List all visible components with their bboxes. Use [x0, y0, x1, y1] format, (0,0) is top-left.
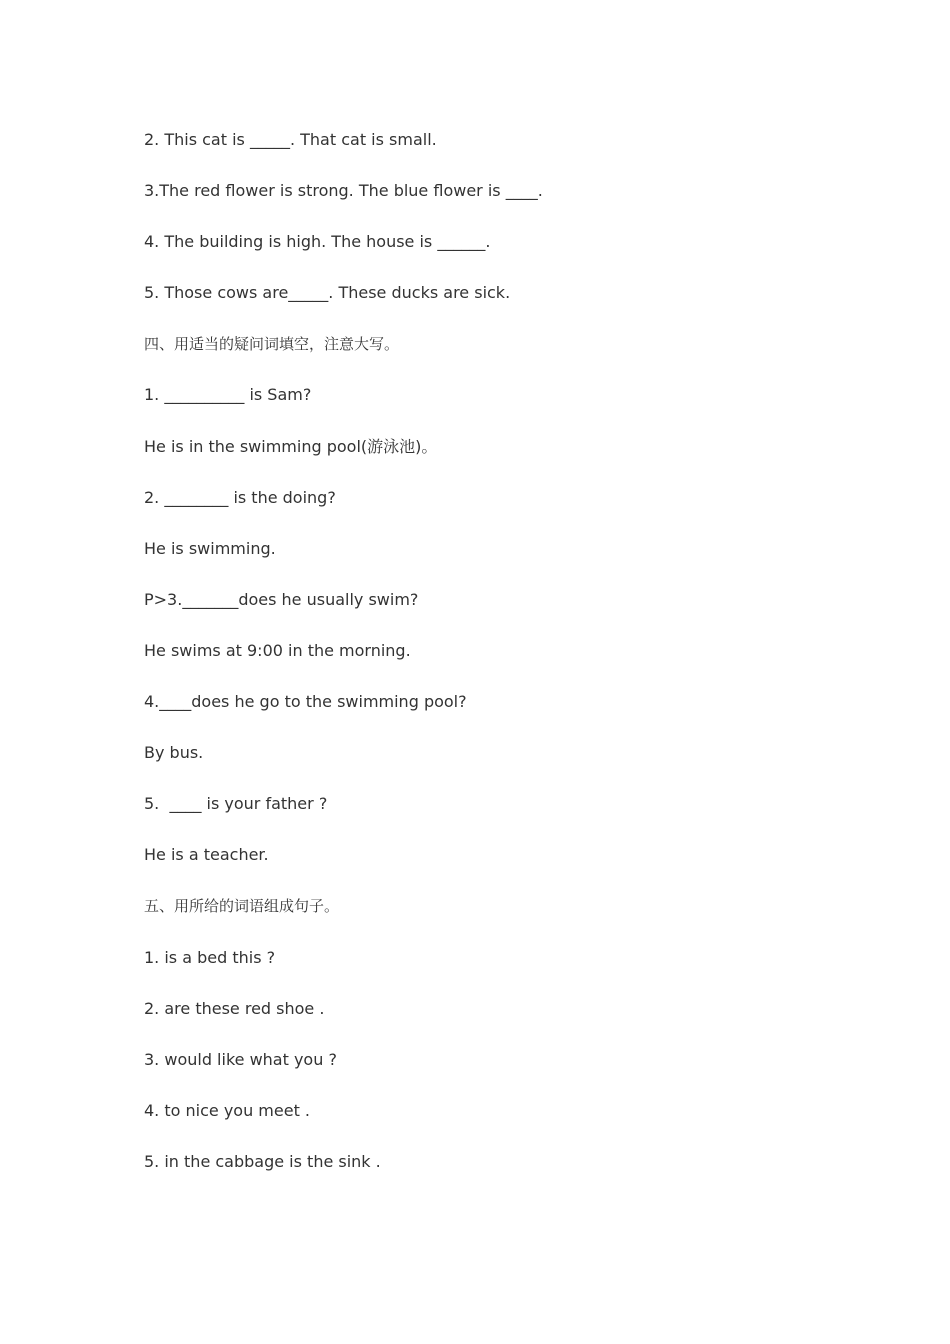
answer-line: He swims at 9:00 in the morning.: [144, 640, 411, 660]
question-line: P>3._______does he usually swim?: [144, 589, 419, 609]
answer-line: He is in the swimming pool(游泳池)。: [144, 436, 438, 456]
question-line: 5. ____ is your father ?: [144, 794, 328, 814]
sentence-item: 2. are these red shoe .: [144, 998, 325, 1018]
answer-line: He is a teacher.: [144, 845, 269, 865]
sentence-item: 1. is a bed this ?: [144, 947, 276, 967]
answer-line: He is swimming.: [144, 538, 276, 558]
question-line: 2. ________ is the doing?: [144, 487, 336, 507]
exercise-line: 3.The red flower is strong. The blue flower is ____.: [144, 181, 543, 201]
answer-line: By bus.: [144, 743, 204, 763]
sentence-item: 3. would like what you ?: [144, 1049, 337, 1069]
section-heading: 五、用所给的词语组成句子。: [144, 897, 340, 916]
sentence-item: 4. to nice you meet .: [144, 1100, 311, 1120]
exercise-line: 5. Those cows are_____. These ducks are sick.: [144, 283, 511, 303]
exercise-line: 4. The building is high. The house is ______.: [144, 232, 491, 252]
question-line: 1. __________ is Sam?: [144, 385, 312, 405]
question-line: 4.____does he go to the swimming pool?: [144, 692, 467, 712]
sentence-item: 5. in the cabbage is the sink .: [144, 1151, 381, 1171]
section-heading: 四、用适当的疑问词填空，注意大写。: [144, 335, 400, 354]
exercise-line: 2. This cat is _____. That cat is small.: [144, 130, 437, 149]
document-page: [144, 127, 844, 1200]
